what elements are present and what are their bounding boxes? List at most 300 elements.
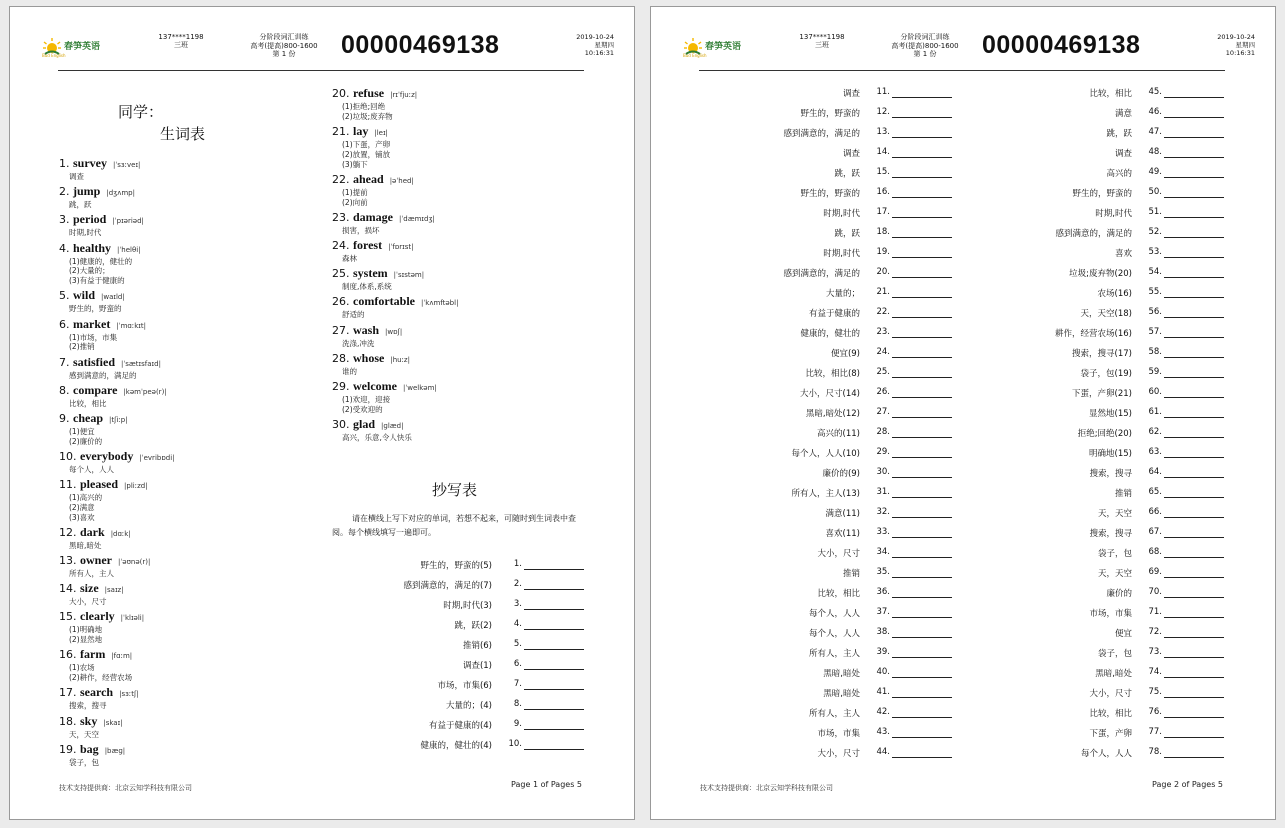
vocab-number: 3. <box>59 213 73 227</box>
copy-number: 51. <box>1148 207 1162 217</box>
copy-row <box>651 207 978 227</box>
date-info <box>576 33 614 57</box>
logo-text: 春笋英语 <box>64 42 101 52</box>
copy-blank-line[interactable] <box>892 537 952 538</box>
vocab-entry-line <box>332 324 592 339</box>
copy-row <box>310 719 610 739</box>
copy-blank-line[interactable] <box>1164 737 1224 738</box>
copy-row <box>651 647 978 667</box>
copy-row <box>651 467 978 487</box>
copy-number: 9. <box>513 719 522 729</box>
copy-blank-line[interactable] <box>892 317 952 318</box>
vocab-number: 8. <box>59 383 73 397</box>
copy-blank-line[interactable] <box>1164 677 1224 678</box>
vocab-entry <box>332 211 592 236</box>
student-class: 三班 <box>815 41 829 49</box>
vocab-definition: 调查 <box>69 172 84 181</box>
copy-definition: 大量的； <box>825 289 860 299</box>
vocab-definition: 跳，跃 <box>69 200 92 210</box>
vocab-entry <box>59 648 289 683</box>
copy-number: 18. <box>876 227 890 237</box>
copy-number: 36. <box>876 587 890 597</box>
vocab-number: 2. <box>59 185 73 199</box>
copy-definition: 感到满意的，满足的 <box>1055 229 1132 239</box>
copy-definition: 大小，尺寸(14) <box>800 389 860 399</box>
vocab-word: comfortable <box>353 294 415 309</box>
set-part: 第 1 份 <box>272 50 296 58</box>
header-divider <box>699 70 1225 71</box>
vocab-number: 9. <box>59 411 73 425</box>
copy-blank-line[interactable] <box>1164 757 1224 758</box>
copy-number: 49. <box>1148 167 1162 177</box>
student-info <box>791 33 853 49</box>
copy-number: 44. <box>876 747 890 757</box>
weekday: 星期四 <box>1235 41 1255 49</box>
copy-blank-line[interactable] <box>524 649 584 650</box>
vocab-word: market <box>73 316 111 331</box>
copy-blank-line[interactable] <box>892 297 952 298</box>
copy-number: 16. <box>876 187 890 197</box>
copy-number: 1. <box>513 559 522 569</box>
copy-row <box>310 739 610 759</box>
copy-blank-line[interactable] <box>892 697 952 698</box>
vocab-phonetic: |əˈhed| <box>389 176 414 185</box>
copy-number: 31. <box>876 487 890 497</box>
copy-blank-line[interactable] <box>892 437 952 438</box>
vocab-entry-line <box>59 478 289 493</box>
copy-blank-line[interactable] <box>892 577 952 578</box>
vocab-entry-line <box>332 418 592 433</box>
vocab-definition: (2)放置，铺放 <box>342 149 391 159</box>
copy-blank-line[interactable] <box>1164 657 1224 658</box>
copy-row <box>951 87 1250 107</box>
copy-definition: 天，天空 <box>1097 509 1132 519</box>
copy-blank-line[interactable] <box>1164 637 1224 638</box>
copy-number: 23. <box>876 327 890 337</box>
copy-blank-line[interactable] <box>892 737 952 738</box>
vocab-word: cheap <box>73 410 103 425</box>
vocab-phonetic: |bæɡ| <box>104 746 126 755</box>
copy-blank-line[interactable] <box>1164 157 1224 158</box>
vocab-definition: 谁的 <box>342 366 357 376</box>
copy-number: 65. <box>1148 487 1162 497</box>
copy-definition: 垃圾;废弃物(20) <box>1069 269 1132 279</box>
copy-blank-line[interactable] <box>1164 297 1224 298</box>
copy-definition: 下蛋，产卵(21) <box>1072 389 1132 399</box>
page-number: Page 1 of Pages 5 <box>511 780 582 789</box>
copy-blank-line[interactable] <box>892 617 952 618</box>
vocab-definition: (1)拒绝;回绝 <box>342 102 386 111</box>
vocab-definition: 森林 <box>342 253 357 263</box>
vocab-entry-line <box>332 352 592 367</box>
copy-row <box>310 559 610 579</box>
copy-number: 38. <box>876 627 890 637</box>
copy-blank-line[interactable] <box>524 589 584 590</box>
copy-row <box>651 447 978 467</box>
copy-blank-line[interactable] <box>892 417 952 418</box>
copy-number: 8. <box>513 699 522 709</box>
copy-blank-line[interactable] <box>1164 397 1224 398</box>
copy-number: 72. <box>1148 627 1162 637</box>
copy-number: 78. <box>1148 747 1162 757</box>
copy-blank-line[interactable] <box>892 197 952 198</box>
copy-row <box>951 567 1250 587</box>
copy-blank-line[interactable] <box>524 629 584 630</box>
copy-number: 13. <box>876 127 890 137</box>
copy-blank-line[interactable] <box>1164 97 1224 98</box>
vocab-phonetic: |sɜːtʃ| <box>119 690 139 699</box>
copy-row <box>310 619 610 639</box>
copy-blank-line[interactable] <box>1164 557 1224 558</box>
vocab-number: 5. <box>59 289 73 303</box>
copy-instructions: 请在横线上写下对应的单词，若想不起来，可随时到生词表中查阅。每个横线填写一遍即可。 <box>332 514 576 537</box>
vocab-phonetic: |dɑːk| <box>110 529 131 538</box>
copy-number: 48. <box>1148 147 1162 157</box>
copy-number: 32. <box>876 507 890 517</box>
copy-row <box>651 507 978 527</box>
copy-row <box>951 327 1250 347</box>
copy-number: 64. <box>1148 467 1162 477</box>
copy-definition: 调查 <box>842 89 860 99</box>
copy-blank-line[interactable] <box>1164 257 1224 258</box>
copy-blank-line[interactable] <box>1164 177 1224 178</box>
worksheet-page-2 <box>650 6 1276 820</box>
vocab-entry <box>59 582 289 607</box>
copy-row <box>951 167 1250 187</box>
vocab-definition: (2)满意 <box>69 502 95 512</box>
copy-blank-line[interactable] <box>892 497 952 498</box>
copy-number: 2. <box>513 579 522 589</box>
copy-number: 33. <box>876 527 890 537</box>
vocab-word: forest <box>353 237 383 252</box>
vocab-definition: (1)下蛋，产卵 <box>342 139 391 149</box>
vocab-phonetic: |dʒʌmp| <box>106 189 135 198</box>
vocab-number: 26. <box>332 295 353 309</box>
copy-definition: 满意 <box>1114 109 1132 119</box>
copy-blank-line[interactable] <box>892 757 952 758</box>
vocab-entry <box>59 526 289 551</box>
vocab-phonetic: |ˈdæmɪdʒ| <box>399 214 435 223</box>
vocab-definition: 野生的，野蛮的 <box>69 304 122 314</box>
copy-row <box>651 547 978 567</box>
copy-blank-line[interactable] <box>892 457 952 458</box>
copy-blank-line[interactable] <box>524 729 584 730</box>
copy-definition: 搜索，搜寻(17) <box>1072 349 1132 359</box>
copy-blank-line[interactable] <box>892 137 952 138</box>
vocab-definition: (2)向前 <box>342 197 368 207</box>
copy-blank-line[interactable] <box>1164 477 1224 478</box>
vocab-word: ahead <box>353 171 384 186</box>
copy-row <box>651 407 978 427</box>
copy-blank-line[interactable] <box>1164 317 1224 318</box>
copy-number: 53. <box>1148 247 1162 257</box>
vocab-definition: 比较，相比 <box>69 398 107 408</box>
copy-row <box>951 447 1250 467</box>
copy-blank-line[interactable] <box>1164 437 1224 438</box>
vocab-entry <box>332 239 592 264</box>
copy-definition: 喜欢(11) <box>825 529 860 539</box>
copy-blank-line[interactable] <box>892 557 952 558</box>
copy-blank-line[interactable] <box>1164 357 1224 358</box>
vocab-definition: (1)健康的，健壮的 <box>69 256 133 266</box>
copy-blank-line[interactable] <box>1164 457 1224 458</box>
copy-number: 58. <box>1148 347 1162 357</box>
vocab-definition: (1)高兴的 <box>69 493 103 503</box>
vocab-entry <box>59 157 289 182</box>
copy-definition: 调查 <box>842 149 860 159</box>
copy-blank-line[interactable] <box>892 517 952 518</box>
vocab-list-left <box>59 157 289 771</box>
copy-blank-line[interactable] <box>892 477 952 478</box>
copy-row <box>951 487 1250 507</box>
vocab-entry <box>59 478 289 522</box>
vocab-entry <box>59 412 289 447</box>
vocab-entry-line <box>332 239 592 254</box>
copy-row <box>951 647 1250 667</box>
copy-blank-line[interactable] <box>892 377 952 378</box>
vocab-title: 生词表 <box>160 125 206 143</box>
vocab-definition: (1)欢迎，迎接 <box>342 394 391 404</box>
vocab-number: 19. <box>59 742 80 756</box>
copy-number: 50. <box>1148 187 1162 197</box>
copy-row <box>310 679 610 699</box>
copy-blank-line[interactable] <box>892 397 952 398</box>
vocab-entry <box>59 610 289 645</box>
vocab-entry-line <box>59 554 289 569</box>
copy-definition: 有益于健康的(4) <box>428 721 492 731</box>
vocab-word: compare <box>73 382 118 397</box>
copy-definition: 每个人，人人 <box>1080 749 1132 759</box>
vocab-definition: (3)喜欢 <box>69 512 95 522</box>
copy-blank-line[interactable] <box>892 597 952 598</box>
copy-blank-line[interactable] <box>524 669 584 670</box>
copy-number: 56. <box>1148 307 1162 317</box>
copy-blank-line[interactable] <box>892 637 952 638</box>
copy-row <box>951 387 1250 407</box>
vocab-phonetic: |ˈwelkəm| <box>402 383 437 392</box>
vocab-phonetic: |tʃiːp| <box>109 415 128 424</box>
copy-definition: 跳，跃 <box>834 169 860 179</box>
vocab-entry <box>59 715 289 740</box>
copy-row <box>951 607 1250 627</box>
copy-blank-line[interactable] <box>1164 217 1224 218</box>
copy-blank-line[interactable] <box>892 677 952 678</box>
copy-definition: 满意(11) <box>825 509 860 519</box>
copy-number: 66. <box>1148 507 1162 517</box>
copy-definition: 推销(6) <box>462 641 492 651</box>
vocab-phonetic: |ˈhelθi| <box>117 245 141 254</box>
vocab-word: size <box>80 581 99 596</box>
copy-number: 42. <box>876 707 890 717</box>
date-info <box>1217 33 1255 57</box>
copy-number: 40. <box>876 667 890 677</box>
copy-definition: 比较，相比 <box>1089 709 1132 719</box>
copy-definition: 天，天空 <box>1097 569 1132 579</box>
copy-definition: 野生的，野蛮的 <box>800 189 860 199</box>
copy-blank-line[interactable] <box>1164 197 1224 198</box>
copy-definition: 廉价的 <box>1106 589 1132 599</box>
copy-blank-line[interactable] <box>524 709 584 710</box>
copy-row <box>310 579 610 599</box>
vocab-entry-line <box>332 295 592 310</box>
copy-number: 45. <box>1148 87 1162 97</box>
vocab-entry <box>332 418 592 443</box>
copy-blank-line[interactable] <box>892 277 952 278</box>
vocab-entry-line <box>59 213 289 228</box>
copy-blank-line[interactable] <box>892 237 952 238</box>
vocab-phonetic: |ˈfɒrɪst| <box>388 242 414 251</box>
copy-row <box>651 247 978 267</box>
copy-blank-line[interactable] <box>892 257 952 258</box>
copy-number: 59. <box>1148 367 1162 377</box>
vocab-definition: (2)耕作，经营农场 <box>69 673 133 683</box>
copy-blank-line[interactable] <box>1164 417 1224 418</box>
copy-blank-line[interactable] <box>524 749 584 750</box>
vocab-entry <box>59 743 289 768</box>
vocab-word: whose <box>353 350 385 365</box>
copy-number: 74. <box>1148 667 1162 677</box>
copy-blank-line[interactable] <box>892 717 952 718</box>
copy-definition: 黑暗,暗处(12) <box>805 409 860 419</box>
copy-row <box>651 287 978 307</box>
copy-blank-line[interactable] <box>1164 597 1224 598</box>
set-level: 高考(提高)800-1600 <box>891 41 959 50</box>
copy-blank-line[interactable] <box>1164 497 1224 498</box>
copy-definition: 明确地(15) <box>1089 449 1132 459</box>
vocab-number: 13. <box>59 554 80 568</box>
vocab-entry-line <box>59 610 289 625</box>
copy-row <box>651 147 978 167</box>
date: 2019-10-24 <box>576 33 614 41</box>
vocab-number: 20. <box>332 87 353 100</box>
copy-blank-line[interactable] <box>892 337 952 338</box>
vocab-word: owner <box>80 553 112 568</box>
copy-row <box>951 747 1250 767</box>
vocab-phonetic: |wɒʃ| <box>385 327 403 336</box>
copy-definition: 袋子，包 <box>1097 649 1132 659</box>
vocab-definition: 高兴，乐意,令人快乐 <box>342 432 412 442</box>
copy-number: 43. <box>876 727 890 737</box>
copy-row <box>951 687 1250 707</box>
copy-blank-line[interactable] <box>1164 117 1224 118</box>
vocab-number: 1. <box>59 157 73 170</box>
vocab-word: sky <box>80 713 98 728</box>
vocab-entry <box>332 267 592 292</box>
vocab-number: 15. <box>59 610 80 624</box>
vocab-word: dark <box>80 524 105 539</box>
vocab-definition: 搜索，搜寻 <box>69 701 107 711</box>
vocab-phonetic: |ˈmɑːkɪt| <box>116 321 146 330</box>
copy-blank-line[interactable] <box>1164 137 1224 138</box>
copy-blank-line[interactable] <box>892 177 952 178</box>
vocab-word: bag <box>80 741 99 756</box>
copy-blank-line[interactable] <box>892 657 952 658</box>
vocab-definition: (1)便宜 <box>69 426 95 436</box>
copy-blank-line[interactable] <box>524 689 584 690</box>
set-level: 高考(提高)800-1600 <box>250 41 318 50</box>
set-name: 分阶段词汇训练 <box>259 33 309 41</box>
copy-blank-line[interactable] <box>892 97 952 98</box>
copy-row <box>951 427 1250 447</box>
copy-blank-line[interactable] <box>1164 237 1224 238</box>
brand-logo <box>683 35 755 61</box>
vocab-definition: 大小，尺寸 <box>69 597 107 607</box>
copy-number: 24. <box>876 347 890 357</box>
copy-definition: 感到满意的，满足的 <box>783 129 860 139</box>
copy-definition: 袋子，包 <box>1097 549 1132 559</box>
copy-definition: 每个人，人人 <box>808 609 860 619</box>
copy-blank-line[interactable] <box>1164 277 1224 278</box>
vocab-phonetic: |ɡlæd| <box>381 421 404 430</box>
page-header <box>651 7 1275 79</box>
copy-blank-line[interactable] <box>892 117 952 118</box>
copy-row <box>651 267 978 287</box>
copy-blank-line[interactable] <box>1164 717 1224 718</box>
vocab-phonetic: |ˈklɪəli| <box>120 614 145 623</box>
vocab-word: healthy <box>73 240 112 255</box>
vocab-word: wash <box>353 322 380 337</box>
copy-blank-line[interactable] <box>524 569 584 570</box>
copy-blank-line[interactable] <box>892 157 952 158</box>
copy-blank-line[interactable] <box>1164 517 1224 518</box>
date: 2019-10-24 <box>1217 33 1255 41</box>
copy-blank-line[interactable] <box>1164 377 1224 378</box>
vocab-entry-line <box>59 743 289 758</box>
vocab-phonetic: |pliːzd| <box>124 482 148 491</box>
vocab-definition: 所有人，主人 <box>69 569 114 579</box>
copy-definition: 时期,时代(3) <box>443 601 492 611</box>
copy-definition: 袋子，包(19) <box>1080 369 1132 379</box>
copy-row <box>651 427 978 447</box>
copy-blank-line[interactable] <box>1164 617 1224 618</box>
copy-row <box>951 527 1250 547</box>
vocab-phonetic: |rɪˈfjuːz| <box>390 91 418 99</box>
copy-definition: 跳，跃 <box>1106 129 1132 139</box>
copy-definition: 感到满意的，满足的(7) <box>403 581 492 591</box>
vocab-number: 22. <box>332 172 353 186</box>
vocab-entry-line <box>59 289 289 304</box>
logo-subtext: Bud English <box>42 53 66 58</box>
copy-row <box>951 407 1250 427</box>
copy-blank-line[interactable] <box>892 217 952 218</box>
copy-row <box>951 187 1250 207</box>
copy-number: 10. <box>508 739 522 749</box>
vocab-entry-line <box>59 412 289 427</box>
copy-definition: 调查 <box>1114 149 1132 159</box>
copy-number: 52. <box>1148 227 1162 237</box>
copy-blank-line[interactable] <box>1164 577 1224 578</box>
vocab-number: 7. <box>59 355 73 369</box>
set-info <box>883 33 967 59</box>
copy-row <box>951 107 1250 127</box>
copy-blank-line[interactable] <box>1164 537 1224 538</box>
vocab-definition: (2)垃圾;废弃物 <box>342 111 393 121</box>
copy-number: 70. <box>1148 587 1162 597</box>
copy-blank-line[interactable] <box>892 357 952 358</box>
vocab-definition: 感到满意的，满足的 <box>69 370 137 380</box>
copy-definition: 野生的，野蛮的(5) <box>420 561 492 571</box>
copy-number: 29. <box>876 447 890 457</box>
copy-definition: 野生的，野蛮的 <box>1072 189 1132 199</box>
copy-definition: 时期,时代 <box>823 249 860 259</box>
copy-definition: 健康的，健壮的 <box>800 329 860 339</box>
copy-blank-line[interactable] <box>1164 697 1224 698</box>
copy-blank-line[interactable] <box>524 609 584 610</box>
vocab-phonetic: |ˈevribɒdi| <box>139 453 175 462</box>
copy-number: 62. <box>1148 427 1162 437</box>
vocab-entry <box>59 242 289 286</box>
copy-blank-line[interactable] <box>1164 337 1224 338</box>
